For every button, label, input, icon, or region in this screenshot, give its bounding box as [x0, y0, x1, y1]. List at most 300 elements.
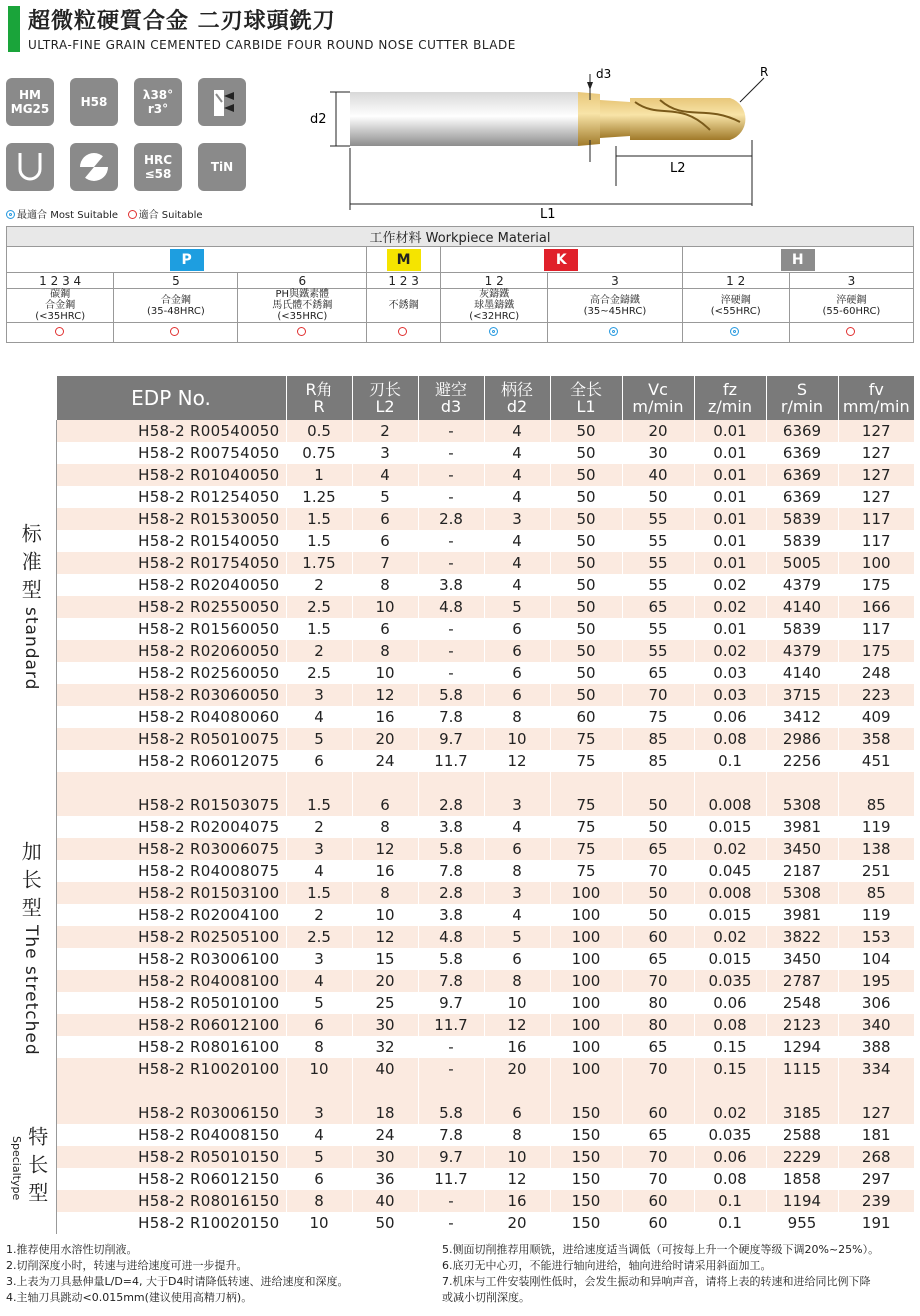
- tool-drawing: [300, 60, 790, 220]
- section-spacer-row: [6, 772, 914, 794]
- spec-value: 150: [550, 1212, 622, 1234]
- spec-value: 12: [484, 1168, 550, 1190]
- table-row: [6, 794, 914, 816]
- spec-value: 4: [352, 464, 418, 486]
- material-group-number: 1 2 3 4: [7, 273, 114, 289]
- spec-value: 12: [352, 684, 418, 706]
- spec-value: 16: [484, 1036, 550, 1058]
- spec-value: 119: [838, 816, 914, 838]
- spec-value: 0.01: [694, 486, 766, 508]
- spec-value: 166: [838, 596, 914, 618]
- table-row: [6, 926, 914, 948]
- spec-value: 3822: [766, 926, 838, 948]
- column-header: Vc m/min: [622, 376, 694, 420]
- spec-value: 0.015: [694, 948, 766, 970]
- table-row: [6, 464, 914, 486]
- spec-value: 55: [622, 618, 694, 640]
- spec-value: 0.08: [694, 1168, 766, 1190]
- spec-value: 2: [286, 574, 352, 596]
- spec-value: 4.8: [418, 596, 484, 618]
- spec-value: 0.03: [694, 684, 766, 706]
- edp-number: H58-2 R02060050: [56, 640, 286, 662]
- edp-number: H58-2 R06012100: [56, 1014, 286, 1036]
- edp-number: H58-2 R01560050: [56, 618, 286, 640]
- page-title: 超微粒硬質合金 二刃球頭銑刀: [28, 9, 336, 34]
- spec-value: 251: [838, 860, 914, 882]
- spec-value: 6: [352, 794, 418, 816]
- label-l2: L2: [670, 161, 686, 176]
- spec-value: 75: [550, 750, 622, 772]
- spec-value: 2986: [766, 728, 838, 750]
- spec-value: 239: [838, 1190, 914, 1212]
- table-row: [6, 662, 914, 684]
- spec-value: 3.8: [418, 816, 484, 838]
- spec-value: 3: [286, 838, 352, 860]
- spec-value: 5839: [766, 618, 838, 640]
- spec-value: 10: [286, 1212, 352, 1234]
- spec-value: 2123: [766, 1014, 838, 1036]
- edp-number: H58-2 R03006075: [56, 838, 286, 860]
- spec-value: 195: [838, 970, 914, 992]
- spec-value: 75: [550, 838, 622, 860]
- spec-value: -: [418, 1190, 484, 1212]
- edp-number: H58-2 R01754050: [56, 552, 286, 574]
- spec-value: 65: [622, 1124, 694, 1146]
- spec-value: 50: [622, 882, 694, 904]
- spec-value: 65: [622, 838, 694, 860]
- table-row: [6, 618, 914, 640]
- spec-value: 55: [622, 574, 694, 596]
- edp-number: H58-2 R04008075: [56, 860, 286, 882]
- spec-value: -: [418, 442, 484, 464]
- table-row: [6, 750, 914, 772]
- spec-value: 5839: [766, 530, 838, 552]
- spec-value: -: [418, 464, 484, 486]
- spec-value: 117: [838, 618, 914, 640]
- table-row: [6, 684, 914, 706]
- spec-value: 4: [484, 574, 550, 596]
- spec-value: 4: [484, 420, 550, 442]
- edp-number: H58-2 R06012150: [56, 1168, 286, 1190]
- spec-value: 65: [622, 948, 694, 970]
- spec-value: 40: [352, 1190, 418, 1212]
- spec-value: 8: [352, 640, 418, 662]
- spec-value: 4379: [766, 574, 838, 596]
- spec-value: 60: [550, 706, 622, 728]
- spec-value: 0.75: [286, 442, 352, 464]
- shank: [350, 92, 578, 146]
- spec-value: 0.01: [694, 464, 766, 486]
- spec-value: 5839: [766, 508, 838, 530]
- page-subtitle: ULTRA-FINE GRAIN CEMENTED CARBIDE FOUR ROUND NOSE CUTTER BLADE: [28, 38, 516, 52]
- suitability-legend: 最適合 Most Suitable 適合 Suitable: [6, 206, 203, 221]
- spec-value: 6: [352, 508, 418, 530]
- spec-value: 12: [484, 750, 550, 772]
- workpiece-material-table: [6, 226, 914, 343]
- spec-value: 65: [622, 1036, 694, 1058]
- most-suitable-icon: [609, 327, 618, 336]
- cutting-head: [630, 98, 745, 140]
- spec-value: 5.8: [418, 838, 484, 860]
- table-row: [6, 574, 914, 596]
- spec-value: 150: [550, 1168, 622, 1190]
- spec-value: 1.75: [286, 552, 352, 574]
- table-row: [6, 1168, 914, 1190]
- table-row: [6, 816, 914, 838]
- spec-value: 2.8: [418, 508, 484, 530]
- spec-value: 2.8: [418, 882, 484, 904]
- spec-value: 10: [484, 728, 550, 750]
- spec-value: -: [418, 1036, 484, 1058]
- spec-value: 7.8: [418, 860, 484, 882]
- spec-value: 7.8: [418, 1124, 484, 1146]
- spec-value: 3: [286, 1102, 352, 1124]
- spec-value: 5.8: [418, 948, 484, 970]
- spec-value: -: [418, 486, 484, 508]
- spec-value: 117: [838, 530, 914, 552]
- note-6: 6.底刃无中心刃，不能进行轴向进给，轴向进给时请采用斜面加工。: [442, 1259, 772, 1272]
- spec-value: 127: [838, 1102, 914, 1124]
- cutter-direction-icon: [198, 78, 246, 126]
- notes-left: [6, 1242, 426, 1306]
- suitable-icon: [846, 327, 855, 336]
- coating-tin-icon: TiN: [198, 143, 246, 191]
- spec-value: 0.08: [694, 728, 766, 750]
- spec-value: 11.7: [418, 1014, 484, 1036]
- spec-value: 50: [550, 530, 622, 552]
- edp-number: H58-2 R00754050: [56, 442, 286, 464]
- spec-value: 3.8: [418, 574, 484, 596]
- spec-value: 30: [622, 442, 694, 464]
- edp-number: H58-2 R02505100: [56, 926, 286, 948]
- two-flute-icon: [70, 143, 118, 191]
- edp-number: H58-2 R02550050: [56, 596, 286, 618]
- spec-value: 50: [550, 442, 622, 464]
- spec-value: 12: [352, 926, 418, 948]
- spec-value: 1858: [766, 1168, 838, 1190]
- spec-value: 2.5: [286, 926, 352, 948]
- spec-value: 100: [550, 1058, 622, 1080]
- spec-value: 0.02: [694, 838, 766, 860]
- table-row: [6, 552, 914, 574]
- spec-value: 2.5: [286, 596, 352, 618]
- spec-value: 1.5: [286, 530, 352, 552]
- spec-value: 0.01: [694, 508, 766, 530]
- spec-value: 4140: [766, 662, 838, 684]
- spec-value: 50: [550, 596, 622, 618]
- spec-value: 1294: [766, 1036, 838, 1058]
- note-7: 7.机床与工件安装刚性低时，会发生振动和异响声音，请将上表的转速和进给同比例下降: [442, 1275, 871, 1288]
- spec-value: 2: [286, 904, 352, 926]
- spec-value: 1.5: [286, 618, 352, 640]
- spec-value: 8: [352, 574, 418, 596]
- spec-value: 2588: [766, 1124, 838, 1146]
- spec-value: 5: [352, 486, 418, 508]
- edp-number: H58-2 R05010150: [56, 1146, 286, 1168]
- spec-value: 7: [352, 552, 418, 574]
- spec-value: 12: [352, 838, 418, 860]
- table-row: [6, 992, 914, 1014]
- spec-value: 11.7: [418, 1168, 484, 1190]
- edp-number: H58-2 R00540050: [56, 420, 286, 442]
- spec-value: -: [418, 420, 484, 442]
- spec-value: 1.5: [286, 508, 352, 530]
- spec-value: 175: [838, 640, 914, 662]
- spec-value: 0.01: [694, 442, 766, 464]
- spec-value: 100: [550, 948, 622, 970]
- spec-value: 85: [622, 750, 694, 772]
- spec-value: 6: [484, 684, 550, 706]
- edp-number: H58-2 R02004100: [56, 904, 286, 926]
- spec-value: 1194: [766, 1190, 838, 1212]
- spec-value: 40: [352, 1058, 418, 1080]
- spec-value: 100: [550, 992, 622, 1014]
- material-group-number: 3: [548, 273, 682, 289]
- spec-value: 3450: [766, 838, 838, 860]
- table-row: [6, 508, 914, 530]
- spec-value: 7.8: [418, 706, 484, 728]
- table-row: [6, 596, 914, 618]
- edp-number: H58-2 R03006100: [56, 948, 286, 970]
- spec-value: 24: [352, 750, 418, 772]
- spec-value: 70: [622, 970, 694, 992]
- spec-value: 8: [352, 816, 418, 838]
- title-accent-bar: [8, 6, 20, 52]
- spec-value: 409: [838, 706, 914, 728]
- spec-value: 0.01: [694, 618, 766, 640]
- spec-value: 50: [622, 794, 694, 816]
- spec-value: 3715: [766, 684, 838, 706]
- spec-value: 6369: [766, 486, 838, 508]
- spec-value: 75: [550, 794, 622, 816]
- spec-value: 4: [484, 486, 550, 508]
- spec-value: 25: [352, 992, 418, 1014]
- section-label: 标准型 standard: [6, 420, 56, 794]
- spec-value: -: [418, 662, 484, 684]
- note-4: 4.主轴刀具跳动<0.015mm(建议使用高精刀柄)。: [6, 1291, 253, 1304]
- spec-value: 0.5: [286, 420, 352, 442]
- spec-value: 150: [550, 1124, 622, 1146]
- spec-value: 15: [352, 948, 418, 970]
- edp-number: H58-2 R03060050: [56, 684, 286, 706]
- helix-angle-icon: λ38° r3°: [134, 78, 182, 126]
- spec-value: 4: [286, 860, 352, 882]
- spec-value: 9.7: [418, 1146, 484, 1168]
- spec-value: 1115: [766, 1058, 838, 1080]
- spec-value: 36: [352, 1168, 418, 1190]
- spec-value: 2256: [766, 750, 838, 772]
- spec-value: 70: [622, 684, 694, 706]
- spec-value: 3981: [766, 904, 838, 926]
- spec-value: 2.5: [286, 662, 352, 684]
- spec-value: 5005: [766, 552, 838, 574]
- spec-value: 65: [622, 596, 694, 618]
- material-name: PH與鐵素體 馬氏體不銹鋼 (<35HRC): [238, 289, 367, 323]
- material-name: 灰鑄鐵 球墨鑄鐵 (<32HRC): [441, 289, 548, 323]
- note-2: 2.切削深度小时，转速与进给速度可进一步提升。: [6, 1259, 248, 1272]
- spec-value: 50: [622, 904, 694, 926]
- spec-value: 4140: [766, 596, 838, 618]
- spec-value: 6369: [766, 420, 838, 442]
- section-label: Specialtype 特长型: [6, 1102, 56, 1234]
- table-row: [6, 1014, 914, 1036]
- spec-value: 100: [550, 1036, 622, 1058]
- spec-value: 0.02: [694, 640, 766, 662]
- spec-value: 65: [622, 662, 694, 684]
- spec-value: 358: [838, 728, 914, 750]
- spec-value: 3185: [766, 1102, 838, 1124]
- spec-value: 5: [484, 596, 550, 618]
- spec-value: 175: [838, 574, 914, 596]
- spec-value: 0.035: [694, 970, 766, 992]
- column-header: 避空 d3: [418, 376, 484, 420]
- spec-value: 50: [550, 662, 622, 684]
- spec-value: 30: [352, 1146, 418, 1168]
- edp-number: H58-2 R02560050: [56, 662, 286, 684]
- spec-value: 5308: [766, 882, 838, 904]
- material-name: 合金鋼 (35-48HRC): [114, 289, 238, 323]
- spec-value: 955: [766, 1212, 838, 1234]
- spec-value: 3450: [766, 948, 838, 970]
- ball-nose-icon: [6, 143, 54, 191]
- spec-value: 5: [286, 992, 352, 1014]
- column-header: 全长 L1: [550, 376, 622, 420]
- notes-right: [442, 1242, 914, 1306]
- material-name: 不銹鋼: [367, 289, 441, 323]
- spec-value: -: [418, 618, 484, 640]
- edp-number: H58-2 R02040050: [56, 574, 286, 596]
- spec-value: 70: [622, 860, 694, 882]
- spec-value: 0.1: [694, 1212, 766, 1234]
- table-row: [6, 640, 914, 662]
- material-group-number: 1 2 3: [367, 273, 441, 289]
- spec-value: 3.8: [418, 904, 484, 926]
- spec-value: 127: [838, 464, 914, 486]
- spec-value: 85: [838, 794, 914, 816]
- spec-value: 268: [838, 1146, 914, 1168]
- spec-value: 3412: [766, 706, 838, 728]
- hrc-limit-icon: HRC ≤58: [134, 143, 182, 191]
- spec-value: 0.045: [694, 860, 766, 882]
- suitable-icon: [297, 327, 306, 336]
- suitable-icon: [128, 210, 137, 219]
- spec-value: 8: [352, 882, 418, 904]
- spec-value: 32: [352, 1036, 418, 1058]
- spec-value: 75: [550, 816, 622, 838]
- spec-value: 4: [484, 816, 550, 838]
- spec-value: 60: [622, 926, 694, 948]
- spec-value: 60: [622, 1102, 694, 1124]
- spec-value: 80: [622, 1014, 694, 1036]
- table-row: [6, 1036, 914, 1058]
- spec-value: -: [418, 552, 484, 574]
- spec-value: 50: [550, 618, 622, 640]
- spec-value: 223: [838, 684, 914, 706]
- edp-number: H58-2 R01254050: [56, 486, 286, 508]
- spec-value: 5: [286, 1146, 352, 1168]
- spec-value: 50: [550, 640, 622, 662]
- spec-value: 4: [484, 552, 550, 574]
- edp-number: H58-2 R01503100: [56, 882, 286, 904]
- spec-value: 100: [550, 926, 622, 948]
- material-group-number: 6: [238, 273, 367, 289]
- spec-value: 55: [622, 530, 694, 552]
- spec-value: 6: [352, 530, 418, 552]
- spec-value: 100: [550, 882, 622, 904]
- spec-value: 181: [838, 1124, 914, 1146]
- spec-value: 9.7: [418, 728, 484, 750]
- spec-value: 85: [622, 728, 694, 750]
- spec-value: 127: [838, 486, 914, 508]
- table-row: [6, 904, 914, 926]
- spec-value: 10: [352, 596, 418, 618]
- spec-value: 50: [550, 420, 622, 442]
- spec-value: 50: [550, 464, 622, 486]
- badge-k: K: [544, 249, 578, 271]
- spec-value: 340: [838, 1014, 914, 1036]
- spec-value: 20: [622, 420, 694, 442]
- spec-value: 191: [838, 1212, 914, 1234]
- spec-value: 3: [286, 684, 352, 706]
- material-name: 高合金鑄鐵 (35~45HRC): [548, 289, 682, 323]
- spec-value: 3: [484, 794, 550, 816]
- spec-value: 2: [352, 420, 418, 442]
- spec-value: 75: [550, 860, 622, 882]
- spec-value: 5.8: [418, 684, 484, 706]
- spec-value: 40: [622, 464, 694, 486]
- spec-value: 50: [622, 486, 694, 508]
- spec-value: 20: [352, 728, 418, 750]
- spec-value: 8: [484, 1124, 550, 1146]
- table-row: [6, 860, 914, 882]
- edp-number: H58-2 R04008150: [56, 1124, 286, 1146]
- spec-value: 334: [838, 1058, 914, 1080]
- table-row: [6, 706, 914, 728]
- spec-value: 6369: [766, 442, 838, 464]
- spec-value: 4: [484, 464, 550, 486]
- spec-value: 0.01: [694, 530, 766, 552]
- edp-number: H58-2 R01503075: [56, 794, 286, 816]
- spec-value: 75: [622, 706, 694, 728]
- edp-number: H58-2 R10020150: [56, 1212, 286, 1234]
- spec-value: 150: [550, 1146, 622, 1168]
- column-header: 柄径 d2: [484, 376, 550, 420]
- label-r: R: [760, 65, 769, 79]
- spec-value: 2187: [766, 860, 838, 882]
- spec-value: 2: [286, 640, 352, 662]
- spec-value: 6: [484, 662, 550, 684]
- spec-value: 24: [352, 1124, 418, 1146]
- column-header: fz z/min: [694, 376, 766, 420]
- spec-value: 1.5: [286, 794, 352, 816]
- spec-value: 153: [838, 926, 914, 948]
- spec-value: 0.15: [694, 1036, 766, 1058]
- spec-value: 50: [550, 552, 622, 574]
- spec-value: 0.02: [694, 574, 766, 596]
- spec-value: 0.15: [694, 1058, 766, 1080]
- most-suitable-icon: [730, 327, 739, 336]
- suitable-icon: [398, 327, 407, 336]
- product-spec-table: [6, 376, 914, 1234]
- table-row: [6, 948, 914, 970]
- spec-value: 248: [838, 662, 914, 684]
- column-header: fv mm/min: [838, 376, 914, 420]
- spec-value: 60: [622, 1190, 694, 1212]
- spec-value: 70: [622, 1146, 694, 1168]
- table-row: [6, 970, 914, 992]
- spec-value: 6: [352, 618, 418, 640]
- spec-value: 2548: [766, 992, 838, 1014]
